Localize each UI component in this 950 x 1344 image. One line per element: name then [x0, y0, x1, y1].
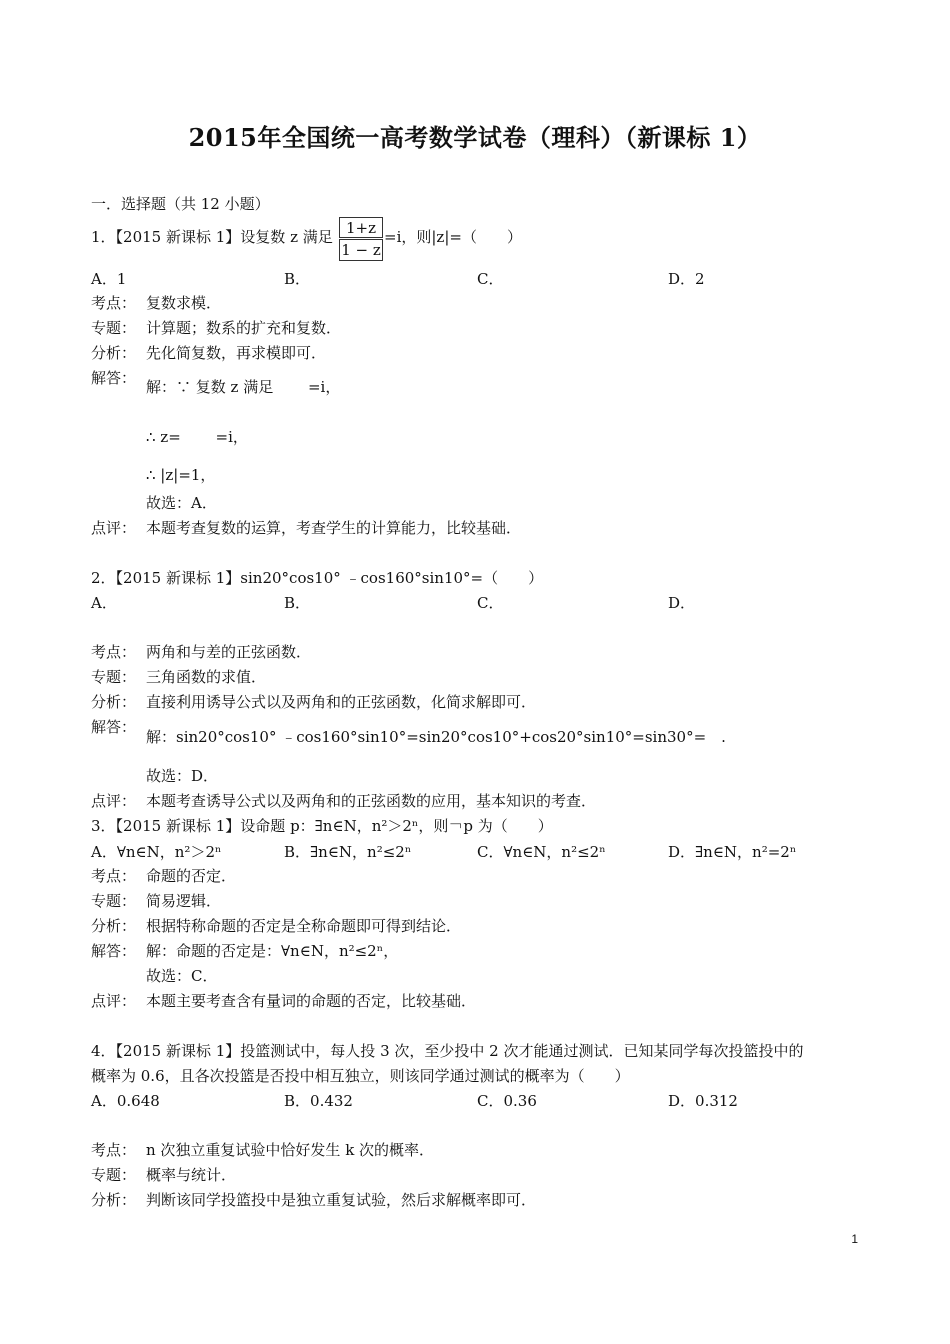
q1-fraction	[339, 217, 383, 261]
q3-option-a: A．∀n∈N，n²＞2ⁿ	[91, 843, 222, 861]
q4-stem-line2: 概率为 0.6，且各次投篮是否投中相互独立，则该同学通过测试的概率为（ ）	[91, 1067, 630, 1085]
q2-stem: 2．【2015 新课标 1】sin20°cos10° ﹣cos160°sin10°=（ ）	[91, 569, 544, 587]
q2-kaodian: 两角和与差的正弦函数．	[146, 643, 312, 661]
q1-stem-post: =i，则|z|=（ ）	[384, 228, 522, 246]
q1-jieda-label: 解答：	[91, 369, 137, 387]
q1-jieda-line4: 故选：A．	[146, 494, 217, 512]
q2-dianping-label: 点评：	[91, 792, 137, 810]
q3-option-b: B．∃n∈N，n²≤2ⁿ	[284, 843, 412, 861]
q4-kaodian: n 次独立重复试验中恰好发生 k 次的概率．	[146, 1141, 435, 1159]
q2-jieda-label: 解答：	[91, 718, 137, 736]
q2-zhuanti-label: 专题：	[91, 668, 137, 686]
q1-fraction-denominator: 1 − z	[339, 239, 383, 261]
q3-option-c: C．∀n∈N，n²≤2ⁿ	[477, 843, 606, 861]
q3-jieda-line2: 故选：C．	[146, 967, 218, 985]
q4-fenxi: 判断该同学投篮投中是独立重复试验，然后求解概率即可．	[146, 1191, 537, 1209]
q2-zhuanti: 三角函数的求值．	[146, 668, 267, 686]
q2-option-b: B．	[284, 594, 311, 612]
page-number: 1	[851, 1232, 858, 1246]
q1-kaodian-label: 考点：	[91, 294, 137, 312]
q4-option-c: C．0.36	[477, 1092, 537, 1110]
q1-fenxi-label: 分析：	[91, 344, 137, 362]
q3-zhuanti-label: 专题：	[91, 892, 137, 910]
q1-option-a: A．1	[91, 270, 127, 288]
q4-option-d: D．0.312	[668, 1092, 738, 1110]
q1-dianping-label: 点评：	[91, 519, 137, 537]
q4-stem-line1: 4．【2015 新课标 1】投篮测试中，每人投 3 次，至少投中 2 次才能通过测试．已知某同学每次投篮投中的	[91, 1042, 804, 1060]
q3-zhuanti: 简易逻辑．	[146, 892, 222, 910]
q1-kaodian: 复数求模．	[146, 294, 222, 312]
q1-fraction-numerator: 1+z	[339, 217, 383, 238]
q3-stem: 3．【2015 新课标 1】设命题 p：∃n∈N，n²＞2ⁿ，则￢p 为（ ）	[91, 817, 553, 835]
q1-stem-pre: 1．【2015 新课标 1】设复数 z 满足	[91, 228, 333, 246]
q1-dianping: 本题考查复数的运算，考查学生的计算能力，比较基础．	[146, 519, 522, 537]
q2-kaodian-label: 考点：	[91, 643, 137, 661]
q3-kaodian: 命题的否定．	[146, 867, 237, 885]
q2-jieda-line2: 故选：D．	[146, 767, 219, 785]
q2-fenxi: 直接利用诱导公式以及两角和的正弦函数，化简求解即可．	[146, 693, 537, 711]
q1-option-d: D．2	[668, 270, 705, 288]
q1-option-c: C．	[477, 270, 504, 288]
q3-jieda-line1: 解：命题的否定是：∀n∈N，n²≤2ⁿ，	[146, 942, 399, 960]
q3-kaodian-label: 考点：	[91, 867, 137, 885]
q1-fenxi: 先化简复数，再求模即可．	[146, 344, 327, 362]
q2-option-d: D．	[668, 594, 696, 612]
q1-zhuanti: 计算题；数系的扩充和复数．	[146, 319, 342, 337]
q3-fenxi: 根据特称命题的否定是全称命题即可得到结论．	[146, 917, 462, 935]
q4-zhuanti: 概率与统计．	[146, 1166, 237, 1184]
q3-fenxi-label: 分析：	[91, 917, 137, 935]
q1-jieda-line1: 解：∵ 复数 z 满足 =i，	[146, 378, 341, 396]
q2-jieda-line1: 解：sin20°cos10° ﹣cos160°sin10°=sin20°cos10°+cos20°sin10°=sin30°= .	[146, 728, 726, 746]
q3-option-d: D．∃n∈N，n²=2ⁿ	[668, 843, 797, 861]
section-heading: 一．选择题（共 12 小题）	[91, 195, 270, 213]
page-title: 2015年全国统一高考数学试卷（理科）（新课标 1）	[188, 123, 762, 152]
q1-zhuanti-label: 专题：	[91, 319, 137, 337]
q1-jieda-line3: ∴ |z|=1，	[146, 466, 216, 484]
q4-kaodian-label: 考点：	[91, 1141, 137, 1159]
q3-dianping-label: 点评：	[91, 992, 137, 1010]
q1-jieda-line2: ∴ z= =i，	[146, 428, 248, 446]
q3-jieda-label: 解答：	[91, 942, 137, 960]
q2-dianping: 本题考查诱导公式以及两角和的正弦函数的应用，基本知识的考查．	[146, 792, 597, 810]
q2-fenxi-label: 分析：	[91, 693, 137, 711]
q4-fenxi-label: 分析：	[91, 1191, 137, 1209]
q2-option-a: A．	[91, 594, 117, 612]
q4-option-a: A．0.648	[91, 1092, 160, 1110]
q4-zhuanti-label: 专题：	[91, 1166, 137, 1184]
q3-dianping: 本题主要考查含有量词的命题的否定，比较基础．	[146, 992, 477, 1010]
q1-option-b: B．	[284, 270, 311, 288]
q2-option-c: C．	[477, 594, 504, 612]
q4-option-b: B．0.432	[284, 1092, 353, 1110]
